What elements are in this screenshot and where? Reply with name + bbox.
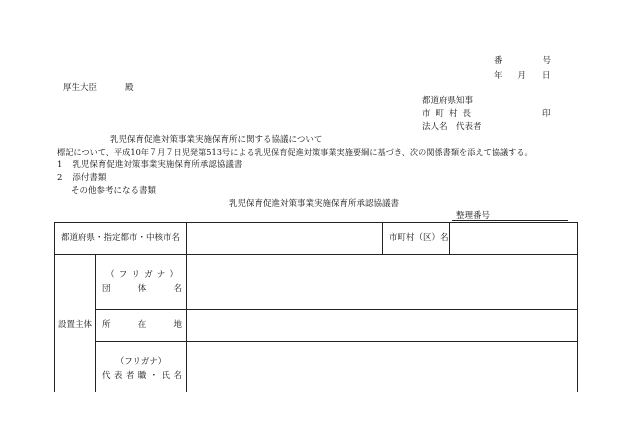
municipality-field[interactable] (450, 223, 578, 255)
sub-item: その他参考になる書類 (71, 186, 157, 196)
municipality-label: 市町村（区）名 (383, 223, 450, 255)
establishing-body-label: 設置主体 (55, 255, 96, 397)
sender-prefecture: 都道府県知事 (422, 96, 474, 106)
date-label: 年 月 日 (494, 71, 551, 81)
seal-mark: 印 (542, 109, 551, 119)
ref-number-label: 整理番号 (456, 211, 491, 221)
location-label: 所 在 地 (96, 310, 187, 342)
addressee: 厚生大臣 殿 (63, 83, 134, 93)
org-name-label: （ フ リ ガ ナ ） 団 体 名 (96, 255, 187, 310)
subject-line: 乳児保育促進対策事業実施保育所に関する協議について (110, 135, 323, 145)
location-field[interactable] (187, 310, 578, 342)
page-cutoff (0, 392, 630, 441)
sender-corporation: 法人名 代表者 (422, 122, 482, 132)
sender-municipality: 市 町 村 長 (422, 109, 472, 119)
body-text: 標記について、平成10年７月７日児発第513号による乳児保育促進対策事業実施要綱に基づき、次の関係書類を添えて協議する。 (57, 147, 533, 157)
representative-field[interactable] (187, 342, 578, 397)
prefecture-city-field[interactable] (187, 223, 383, 255)
item-2: 2 添付書類 (57, 173, 107, 183)
number-label: 番 号 (494, 56, 552, 66)
item-1: 1 乳児保育促進対策事業実施保育所承認協議書 (57, 160, 243, 170)
prefecture-city-label: 都道府県・指定都市・中核市名 (55, 223, 187, 255)
approval-form-table (54, 222, 578, 397)
org-name-field[interactable] (187, 255, 578, 310)
representative-label: （フリガナ） 代 表 者 職 ・ 氏 名 (96, 342, 187, 397)
ref-number-line[interactable] (452, 220, 568, 221)
form-title: 乳児保育促進対策事業実施保育所承認協議書 (229, 199, 400, 209)
